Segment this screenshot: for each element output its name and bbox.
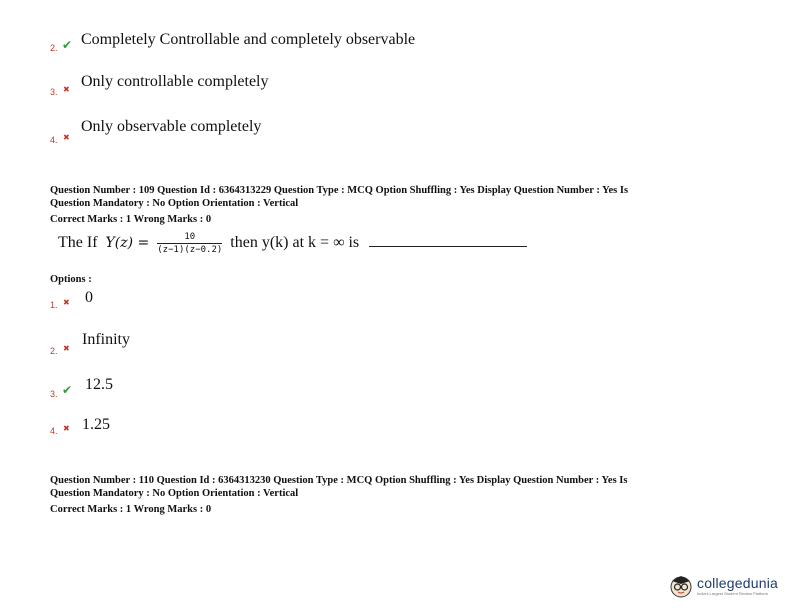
option-number: 3.: [50, 87, 58, 97]
option-number: 2.: [50, 346, 58, 356]
function-label: Y(z) =: [105, 235, 150, 252]
option-number: 2.: [50, 43, 58, 53]
option-text: Only controllable completely: [81, 73, 269, 90]
question-meta-line: Question Mandatory : No Option Orientation : Vertical: [50, 488, 299, 499]
question-meta-line: Question Number : 109 Question Id : 6364313229 Question Type : MCQ Option Shuffling : Yes Display Question Number : Yes Is: [50, 185, 629, 196]
wrong-cross-icon: ✖: [63, 133, 70, 142]
wrong-cross-icon: ✖: [63, 344, 70, 353]
question-meta-line: Question Number : 110 Question Id : 6364313230 Question Type : MCQ Option Shuffling : Yes Display Question Number : Yes Is: [50, 475, 628, 486]
option-number: 3.: [50, 389, 58, 399]
option-text: Infinity: [82, 331, 130, 348]
wrong-cross-icon: ✖: [63, 298, 70, 307]
logo-name: collegedunia: [697, 574, 779, 591]
question-prefix: The If: [58, 234, 98, 252]
options-label: Options :: [50, 274, 92, 285]
question-text: [58, 232, 527, 255]
mascot-icon: [668, 572, 694, 598]
question-suffix: then y(k) at k = ∞ is: [230, 234, 360, 252]
marks-line: Correct Marks : 1 Wrong Marks : 0: [50, 214, 212, 225]
option-text: 12.5: [85, 376, 113, 393]
option-number: 4.: [50, 135, 58, 145]
wrong-cross-icon: ✖: [63, 85, 70, 94]
logo-tagline: India's Largest Student Review Platform: [697, 590, 769, 596]
question-meta: [50, 474, 627, 516]
correct-check-icon: ✔: [62, 38, 73, 52]
marks-line: Correct Marks : 1 Wrong Marks : 0: [50, 504, 212, 515]
collegedunia-logo: [668, 572, 778, 598]
fraction-numerator: 10: [184, 232, 196, 242]
fraction: [157, 232, 222, 255]
option-text: 1.25: [82, 416, 110, 433]
correct-check-icon: ✔: [62, 383, 73, 397]
logo-text: [697, 575, 778, 596]
question-meta: [50, 184, 628, 226]
answer-blank: [369, 232, 527, 247]
option-text: Completely Controllable and completely observable: [81, 31, 416, 48]
option-text: Only observable completely: [81, 118, 262, 135]
fraction-denominator: (z−1)(z−0.2): [157, 245, 223, 255]
option-number: 4.: [50, 426, 58, 436]
option-number: 1.: [50, 300, 58, 310]
question-meta-line: Question Mandatory : No Option Orientation : Vertical: [50, 198, 299, 209]
wrong-cross-icon: ✖: [63, 424, 70, 433]
option-text: 0: [85, 289, 93, 306]
